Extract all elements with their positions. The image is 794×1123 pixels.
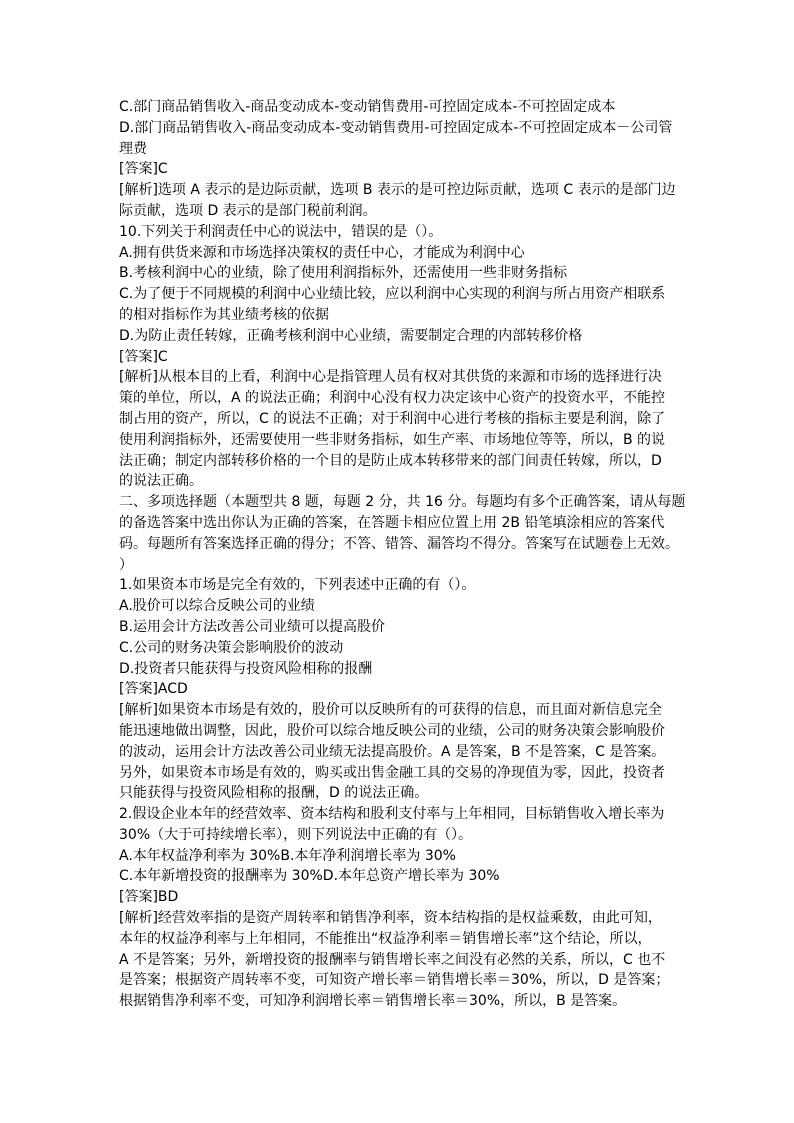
- question-stem: 10.下列关于利润责任中心的说法中，错误的是（）。: [119, 223, 443, 240]
- multi-question-2: [119, 804, 679, 1012]
- analysis-line: 是答案；根据资产周转率不变，可知资产增长率＝销售增长率＝30%，所以，D 是答案；: [119, 972, 670, 989]
- options-c-d: C.本年新增投资的报酬率为 30%D.本年总资产增长率为 30%: [119, 868, 500, 885]
- option-c-continued: 的相对指标作为其业绩考核的依据: [119, 306, 329, 323]
- option-d: D.为防止责任转嫁，正确考核利润中心业绩，需要制定合理的内部转移价格: [119, 327, 583, 344]
- section-heading-multiple-choice: [119, 492, 686, 575]
- option-a: A.拥有供货来源和市场选择决策权的责任中心，才能成为利润中心: [119, 244, 525, 261]
- section-heading-line: 的备选答案中选出你认为正确的答案，在答题卡相应位置上用 2B 铅笔填涂相应的答案代: [119, 514, 665, 531]
- analysis-line: 本年的权益净利率与上年相同，不能推出“权益净利率＝销售增长率”这个结论，所以，: [119, 930, 652, 947]
- analysis-line: 策的单位，所以，A 的说法正确；利润中心没有权力决定该中心资产的投资水平，不能控: [119, 390, 666, 407]
- question-10: [119, 222, 679, 492]
- section-heading-line: ）: [119, 556, 133, 573]
- question-stem-continued: 30%（大于可持续增长率），则下列说法中正确的有（）。: [119, 826, 473, 843]
- analysis-line: 制占用的资产，所以，C 的说法不正确；对于利润中心进行考核的指标主要是利润，除了: [119, 410, 666, 427]
- analysis-line: 使用利润指标外，还需要使用一些非财务指标，如生产率、市场地位等等，所以，B 的说: [119, 431, 666, 448]
- analysis-line: 际贡献，选项 D 表示的是部门税前利润。: [119, 202, 377, 219]
- document-page: [119, 97, 686, 1012]
- option-c: C.为了便于不同规模的利润中心业绩比较，应以利润中心实现的利润与所占用资产相联系: [119, 286, 666, 303]
- analysis-line: 的说法正确。: [119, 473, 203, 490]
- option-a: A.股价可以综合反映公司的业绩: [119, 598, 315, 615]
- analysis-line: 能迅速地做出调整，因此，股价可以综合地反映公司的业绩，公司的财务决策会影响股价: [119, 722, 665, 739]
- analysis-line: 的波动，运用会计方法改善公司业绩无法提高股价。A 是答案，B 不是答案，C 是答案。: [119, 743, 666, 760]
- analysis-line: 另外，如果资本市场是有效的，购买或出售金融工具的交易的净现值为零，因此，投资者: [119, 764, 665, 781]
- option-d: D.投资者只能获得与投资风险相称的报酬: [119, 660, 373, 677]
- options-a-b: A.本年权益净利率为 30%B.本年净利润增长率为 30%: [119, 847, 456, 864]
- answer-label: [答案]C: [119, 348, 168, 365]
- option-c: C.公司的财务决策会影响股价的波动: [119, 639, 344, 656]
- analysis-line: 法正确；制定内部转移价格的一个目的是防止成本转移带来的部门间责任转嫁，所以，D: [119, 452, 662, 469]
- analysis-line: [解析]从根本目的上看，利润中心是指管理人员有权对其供货的来源和市场的选择进行决: [119, 369, 662, 386]
- analysis-line: A 不是答案；另外，新增投资的报酬率与销售增长率之间没有必然的关系，所以，C 也不: [119, 951, 666, 968]
- question-stem: 1.如果资本市场是完全有效的，下列表述中正确的有（）。: [119, 577, 476, 594]
- analysis-line: 根据销售净利率不变，可知净利润增长率＝销售增长率＝30%，所以，B 是答案。: [119, 993, 627, 1010]
- answer-label: [答案]ACD: [119, 681, 188, 698]
- answer-label: [答案]C: [119, 161, 168, 178]
- multi-question-1: [119, 575, 679, 804]
- section-heading-line: 二、多项选择题（本题型共 8 题，每题 2 分，共 16 分。每题均有多个正确答案，请从每题: [119, 494, 686, 511]
- option-b: B.运用会计方法改善公司业绩可以提高股价: [119, 618, 386, 635]
- analysis-line: 只能获得与投资风险相称的报酬，D 的说法正确。: [119, 785, 429, 802]
- analysis-line: [解析]经营效率指的是资产周转率和销售净利率，资本结构指的是权益乘数，由此可知，: [119, 910, 662, 927]
- analysis-line: [解析]如果资本市场是有效的，股价可以反映所有的可获得的信息，而且面对新信息完全: [119, 702, 662, 719]
- section-heading-line: 码。每题所有答案选择正确的得分；不答、错答、漏答均不得分。答案写在试题卷上无效。: [119, 535, 679, 552]
- option-d: D.部门商品销售收入-商品变动成本-变动销售费用-可控固定成本-不可控固定成本－公司管: [119, 119, 673, 136]
- option-c: C.部门商品销售收入-商品变动成本-变动销售费用-可控固定成本-不可控固定成本: [119, 99, 616, 115]
- analysis-line: [解析]选项 A 表示的是边际贡献，选项 B 表示的是可控边际贡献，选项 C 表示的是部门边: [119, 182, 676, 199]
- option-d-continued: 理费: [119, 140, 147, 157]
- option-b: B.考核利润中心的业绩，除了使用利润指标外，还需使用一些非财务指标: [119, 265, 568, 282]
- question-stem: 2.假设企业本年的经营效率、资本结构和股利支付率与上年相同，目标销售收入增长率为: [119, 806, 665, 823]
- question-9-continued: [119, 97, 679, 222]
- answer-label: [答案]BD: [119, 889, 179, 906]
